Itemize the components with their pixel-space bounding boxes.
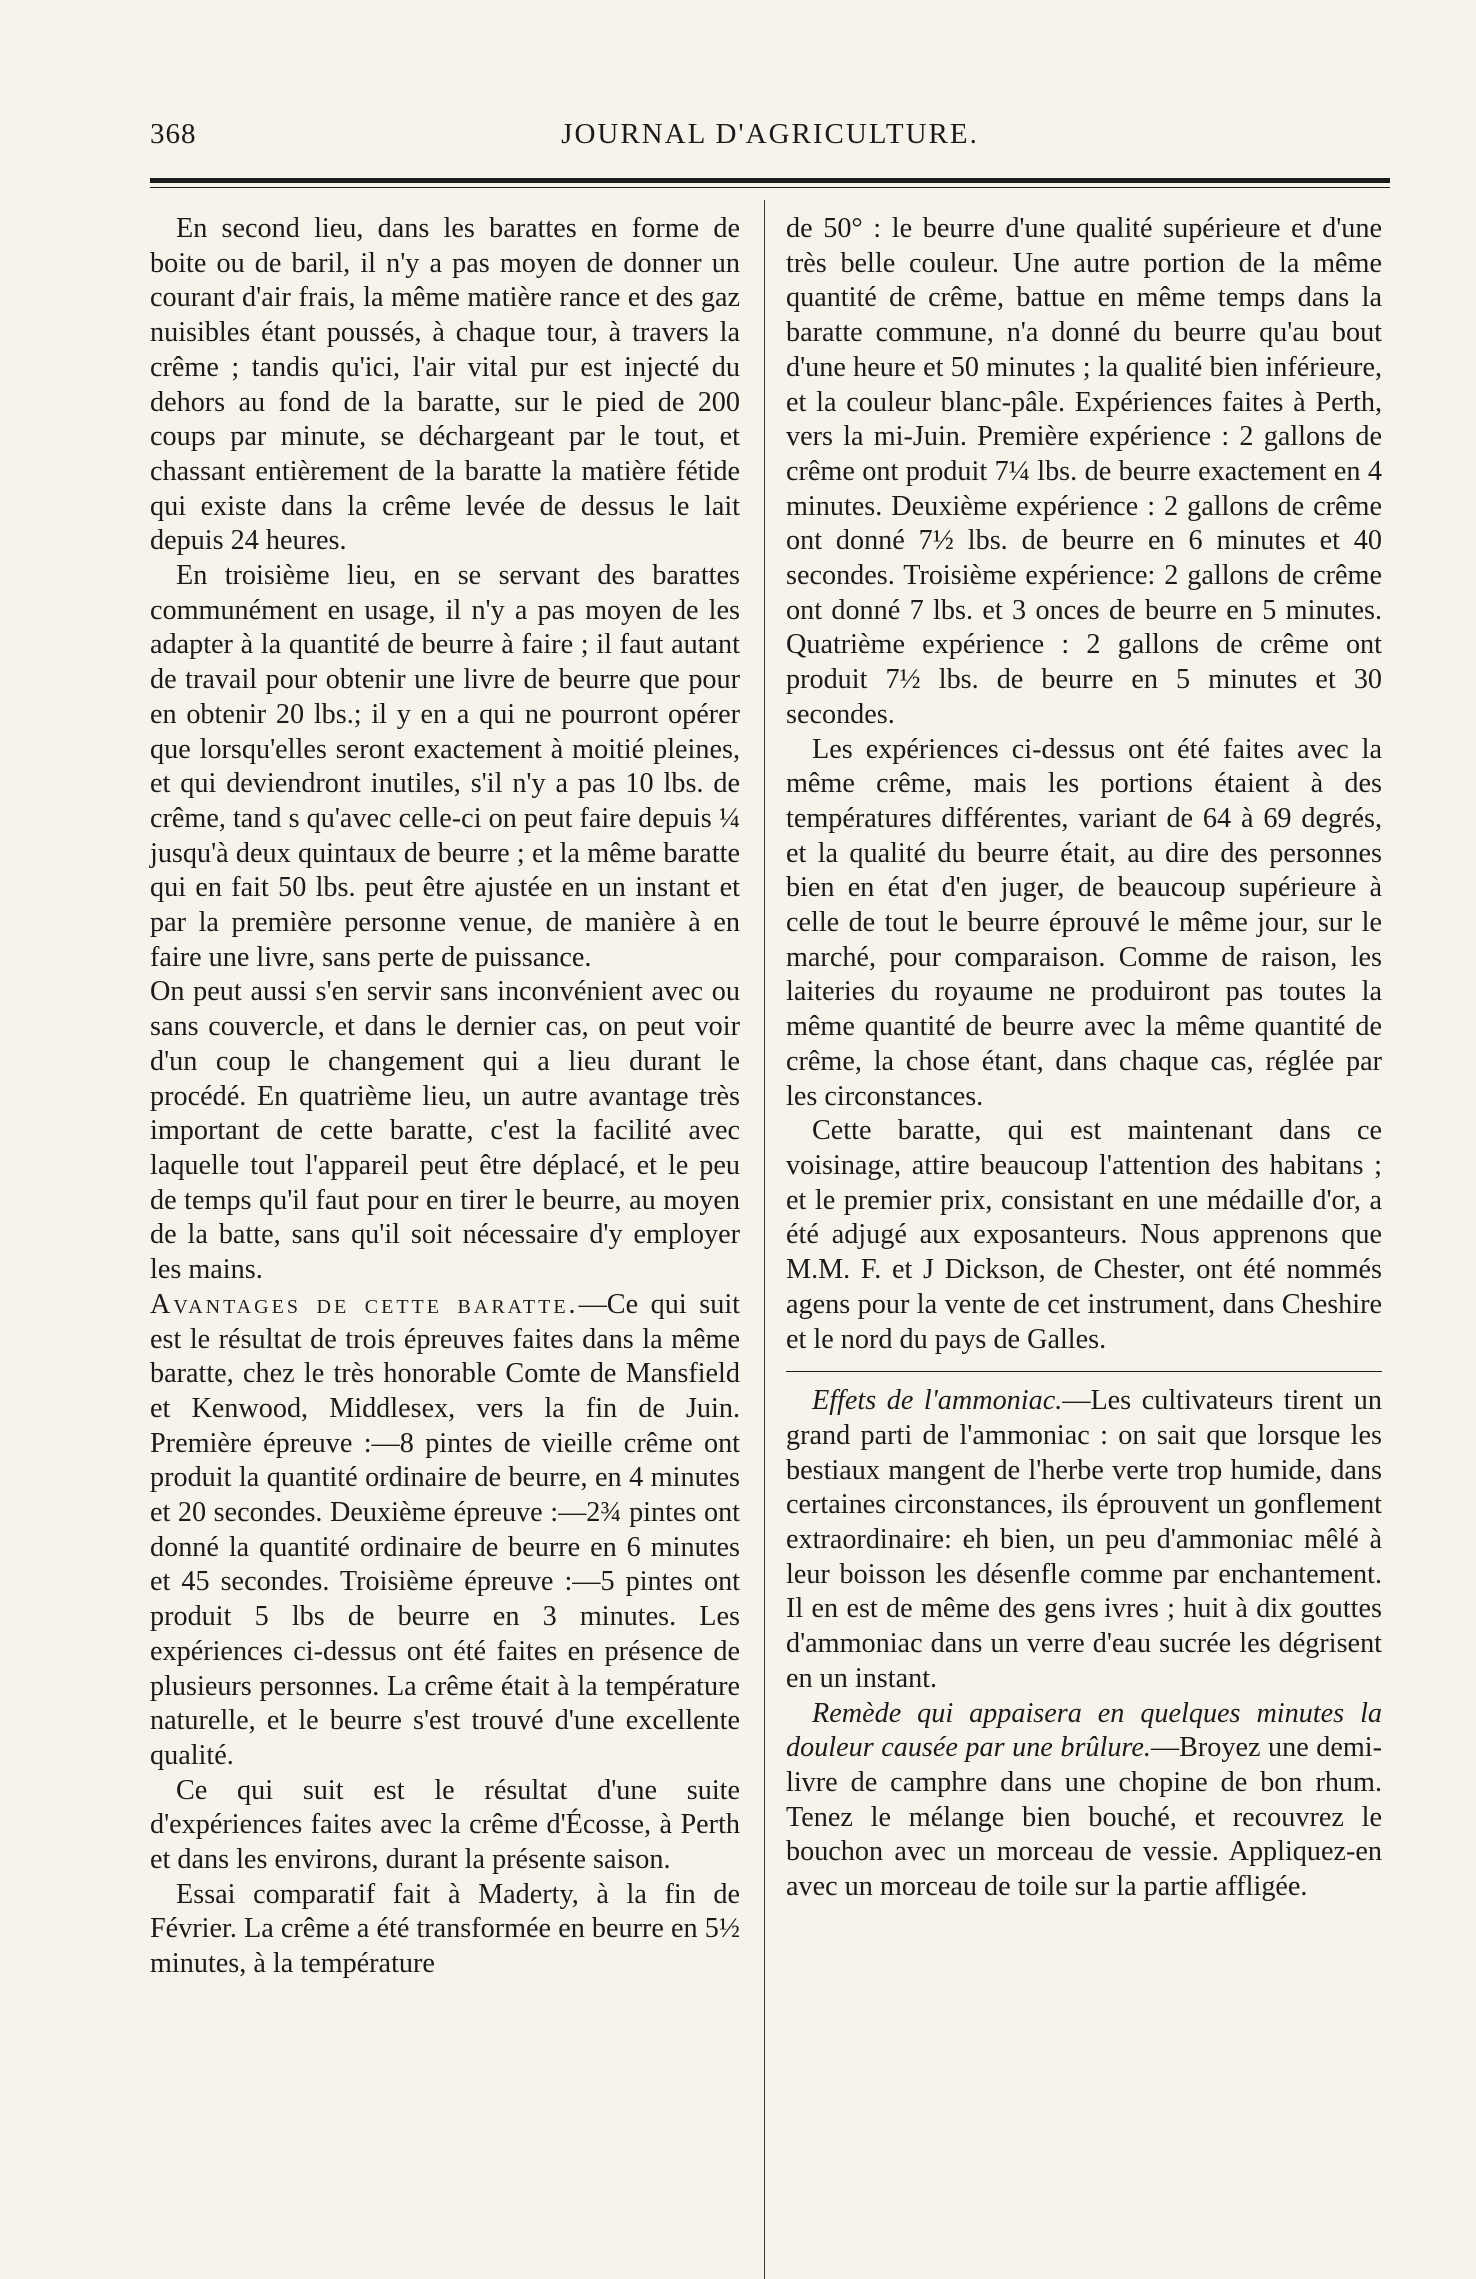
page-number: 368: [150, 118, 197, 150]
paragraph-body: —Les cultivateurs tirent un grand parti de l'ammoniac : on sait que lorsque les bestiaux mangent de l'herbe verte trop humide, dans certaines circonstances, ils éprouvent un gonflement extraordinaire: eh bien, un peu d'ammoniac mêlé à leur boisson les désenfle comme par enchantement. Il en est de même des gens ivres ; huit à dix gouttes d'ammoniac dans un verre d'eau sucrée les dégrisent en un instant.: [786, 1385, 1382, 1694]
paragraph: Essai comparatif fait à Maderty, à la fin de Février. La crême a été transformée en beurre en 5½ minutes, à la température: [150, 1878, 740, 1980]
right-column: [786, 212, 1382, 1905]
paragraph: Ce qui suit est le résultat d'une suite d'expériences faites avec la crême d'Écosse, à Perth et dans les environs, durant la présente saison.: [150, 1774, 740, 1876]
header-rule-thick: [150, 178, 1390, 183]
left-column: [150, 212, 740, 1982]
section-heading: Avantages de cette baratte.: [150, 1288, 579, 1320]
paragraph: [786, 1384, 1382, 1696]
paragraph: En troisième lieu, en se servant des barattes communément en usage, il n'y a pas moyen de les adapter à la quantité de beurre à faire ; il faut autant de travail pour obtenir une livre de beurre que pour en obtenir 20 lbs.; il y en a qui ne pourront opérer que lorsqu'elles seront exactement à moitié pleines, et qui deviendront inutiles, s'il n'y a pas 10 lbs. de crême, tand s qu'avec celle-ci on peut faire depuis ¼ jusqu'à deux quintaux de beurre ; et la même baratte qui en fait 50 lbs. peut être ajustée en un instant et par la première personne venue, de manière à en faire une livre, sans perte de puissance.: [150, 560, 740, 973]
paragraph: [786, 1697, 1382, 1905]
paragraph: de 50° : le beurre d'une qualité supérieure et d'une très belle couleur. Une autre portion de la même quantité de crême, battue en même temps dans la baratte commune, n'a donné du beurre qu'au bout d'une heure et 50 minutes ; la qualité bien inférieure, et la couleur blanc-pâle. Expériences faites à Perth, vers la mi-Juin. Première expérience : 2 gallons de crême ont produit 7¼ lbs. de beurre exactement en 4 minutes. Deuxième expérience : 2 gallons de crême ont donné 7½ lbs. de beurre en 6 minutes et 40 secondes. Troisième expérience: 2 gallons de crême ont donné 7 lbs. et 3 onces de beurre en 5 minutes. Quatrième expérience : 2 gallons de crême ont produit 7½ lbs. de beurre en 5 minutes et 30 secondes.: [786, 213, 1382, 730]
section-heading: Remède qui appaisera en quelques minutes la douleur causée par une brûlure.: [786, 1697, 1382, 1764]
paragraph-body: —Broyez une demi-livre de camphre dans une chopine de bon rhum. Tenez le mélange bien bouché, et recouvrez le bouchon avec un morceau de vessie. Appliquez-en avec un morceau de toile sur la partie affligée.: [786, 1732, 1383, 1903]
running-title: JOURNAL D'AGRICULTURE.: [561, 118, 979, 150]
column-divider: [764, 200, 765, 2279]
section-heading: Effets de l'ammoniac.: [812, 1385, 1063, 1417]
section-divider: [786, 1371, 1382, 1372]
paragraph-body: —Ce qui suit est le résultat de trois épreuves faites dans la même baratte, chez le très honorable Comte de Mansfield et Kenwood, Middlesex, vers la fin de Juin. Première épreuve :—8 pintes de vieille crême ont produit la quantité ordinaire de beurre, en 4 minutes et 20 secondes. Deuxième épreuve :—2¾ pintes ont donné la quantité ordinaire de beurre en 6 minutes et 45 secondes. Troisième épreuve :—5 pintes ont produit 5 lbs de beurre en 3 minutes. Les expériences ci-dessus ont été faites en présence de plusieurs personnes. La crême était à la température naturelle, et le beurre s'est trouvé d'une excellente qualité.: [150, 1288, 740, 1771]
paragraph: En second lieu, dans les barattes en forme de boite ou de baril, il n'y a pas moyen de donner un courant d'air frais, la même matière rance et des gaz nuisibles étant poussés, à chaque tour, à travers la crême ; tandis qu'ici, l'air vital pur est injecté du dehors au fond de la baratte, sur le pied de 200 coups par minute, se déchargeant par le tout, et chassant entièrement de la baratte la matière fétide qui existe dans la crême levée de dessus le lait depuis 24 heures.: [150, 213, 740, 557]
paragraph: Les expériences ci-dessus ont été faites avec la même crême, mais les portions étaient à des températures différentes, variant de 64 à 69 degrés, et la qualité du beurre était, au dire des personnes bien en état d'en juger, de beaucoup supérieure à celle de tout le beurre éprouvé le même jour, sur le marché, pour comparaison. Comme de raison, les laiteries du royaume ne produiront pas toutes la même quantité de beurre avec la même quantité de crême, la chose étant, dans chaque cas, réglée par les circonstances.: [786, 733, 1382, 1112]
paragraph: [150, 1288, 740, 1774]
header-rule-thin: [150, 187, 1390, 188]
page-header: [150, 118, 1390, 158]
paragraph: Cette baratte, qui est maintenant dans ce voisinage, attire beaucoup l'attention des habitans ; et le premier prix, consistant en une médaille d'or, a été adjugé aux exposanteurs. Nous apprenons que M.M. F. et J Dickson, de Chester, ont été nommés agens pour la vente de cet instrument, dans Cheshire et le nord du pays de Galles.: [786, 1115, 1382, 1355]
paragraph: On peut aussi s'en servir sans inconvénient avec ou sans couvercle, et dans le dernier cas, on peut voir d'un coup le changement qui a lieu durant le procédé. En quatrième lieu, un autre avantage très important de cette baratte, c'est la facilité avec laquelle tout l'appareil peut être déplacé, et le peu de temps qu'il faut pour en tirer le beurre, au moyen de la batte, sans qu'il soit nécessaire d'y employer les mains.: [150, 976, 740, 1286]
